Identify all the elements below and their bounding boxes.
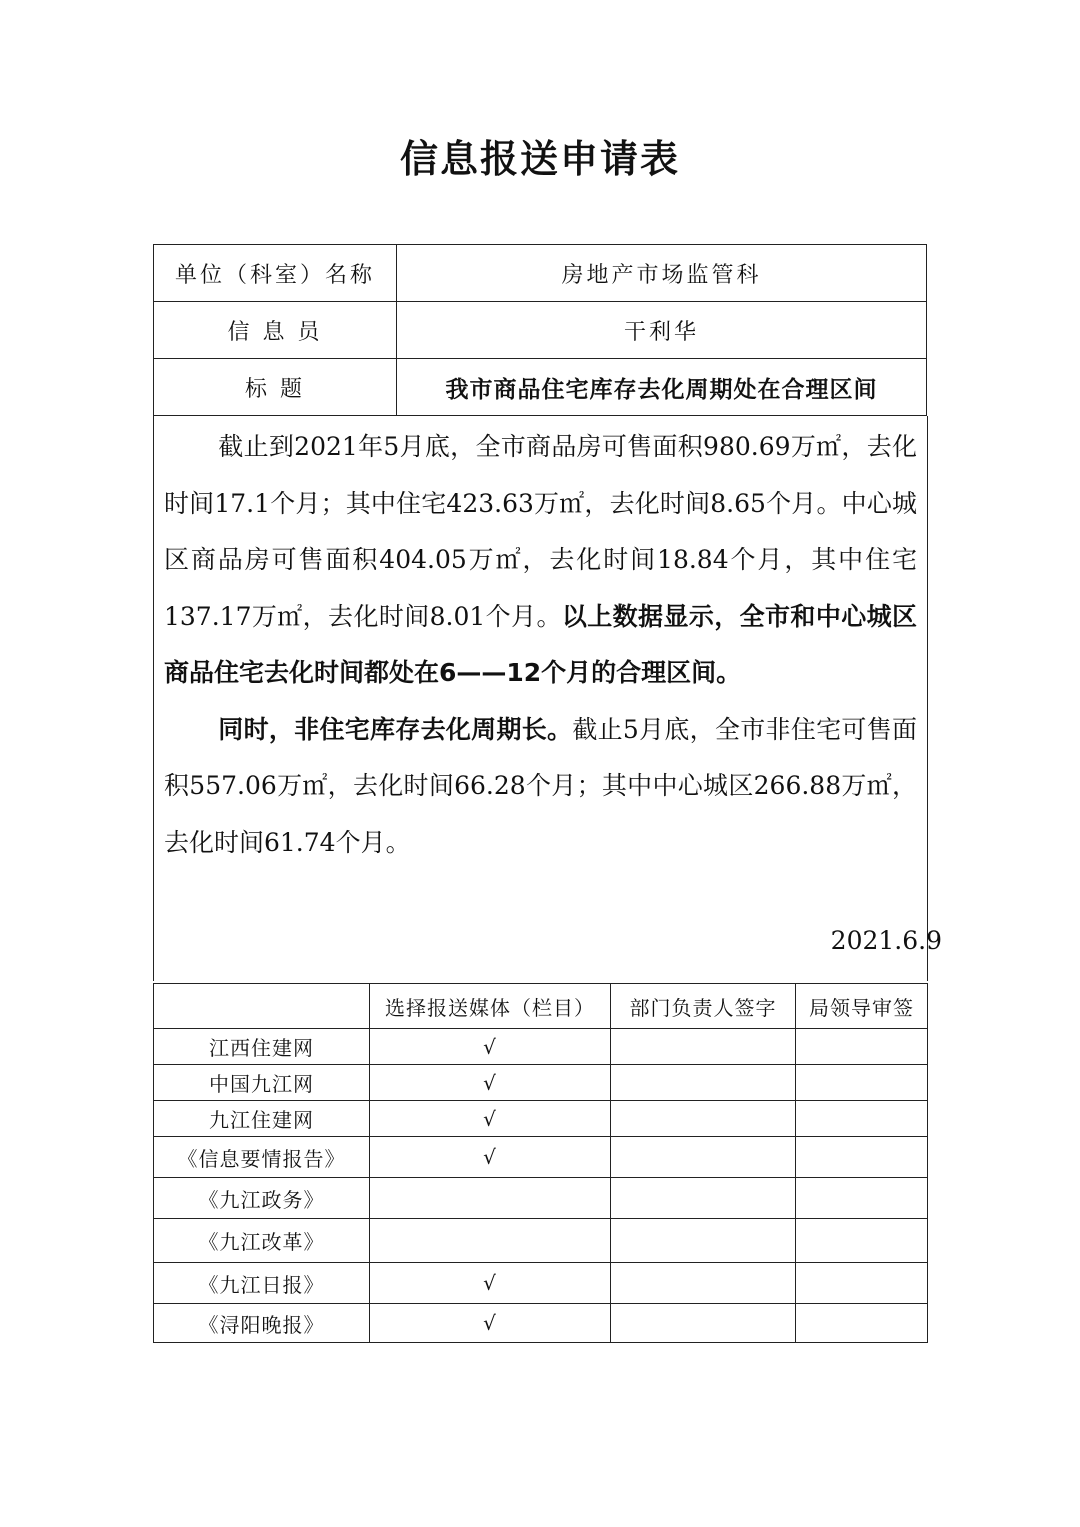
table-row — [154, 302, 927, 359]
table-row — [154, 1029, 928, 1065]
informant-value: 干利华 — [397, 302, 927, 359]
leader-sign-cell — [796, 1101, 928, 1137]
media-check: √ — [370, 1137, 611, 1178]
media-name: 九江住建网 — [154, 1101, 370, 1137]
leader-sign-cell — [796, 1304, 928, 1343]
media-check: √ — [370, 1304, 611, 1343]
media-check: √ — [370, 1065, 611, 1101]
table-row — [154, 359, 927, 416]
table-row — [154, 1178, 928, 1219]
dept-sign-cell — [611, 1065, 796, 1101]
dept-sign-cell — [611, 1178, 796, 1219]
leader-sign-cell — [796, 1137, 928, 1178]
table-row — [154, 1219, 928, 1263]
dept-sign-cell — [611, 1304, 796, 1343]
leader-sign-cell — [796, 1263, 928, 1304]
unit-label: 单位（科室）名称 — [154, 245, 397, 302]
media-check: √ — [370, 1263, 611, 1304]
table-row — [154, 1101, 928, 1137]
leader-sign-cell — [796, 1065, 928, 1101]
unit-value: 房地产市场监管科 — [397, 245, 927, 302]
header-dept-sign: 部门负责人签字 — [611, 984, 796, 1029]
subject-value: 我市商品住宅库存去化周期处在合理区间 — [397, 359, 927, 416]
media-check — [370, 1178, 611, 1219]
paragraph-2-text: 截止5月底，全市非住宅可售面积557.06万㎡，去化时间66.28个月；其中中心城区266.88万㎡，去化时间61.74个月。 — [164, 714, 917, 857]
informant-label: 信 息 员 — [154, 302, 397, 359]
leader-sign-cell — [796, 1178, 928, 1219]
table-row — [154, 1065, 928, 1101]
header-blank — [154, 984, 370, 1029]
media-name: 中国九江网 — [154, 1065, 370, 1101]
media-check: √ — [370, 1029, 611, 1065]
media-name: 《浔阳晚报》 — [154, 1304, 370, 1343]
table-row — [154, 1263, 928, 1304]
report-body — [153, 416, 928, 981]
leader-sign-cell — [796, 1219, 928, 1263]
dept-sign-cell — [611, 1263, 796, 1304]
table-row — [154, 1137, 928, 1178]
media-check — [370, 1219, 611, 1263]
table-row — [154, 245, 927, 302]
report-date: 2021.6.9 — [830, 926, 942, 955]
media-name: 江西住建网 — [154, 1029, 370, 1065]
media-table — [153, 983, 928, 1343]
dept-sign-cell — [611, 1029, 796, 1065]
media-name: 《信息要情报告》 — [154, 1137, 370, 1178]
dept-sign-cell — [611, 1137, 796, 1178]
paragraph-1 — [154, 416, 927, 702]
media-name: 《九江日报》 — [154, 1263, 370, 1304]
leader-sign-cell — [796, 1029, 928, 1065]
paragraph-1-text: 截止到2021年5月底，全市商品房可售面积980.69万㎡，去化时间17.1个月；其中住宅423.63万㎡，去化时间8.65个月。中心城区商品房可售面积404.05万㎡，去化时间18.84个月，其中住宅137.17万㎡，去化时间8.01个月。 — [164, 432, 917, 631]
paragraph-2 — [154, 702, 927, 872]
header-leader-sign: 局领导审签 — [796, 984, 928, 1029]
header-media: 选择报送媒体（栏目） — [370, 984, 611, 1029]
info-header-table — [153, 244, 927, 416]
dept-sign-cell — [611, 1219, 796, 1263]
subject-label: 标 题 — [154, 359, 397, 416]
table-row — [154, 1304, 928, 1343]
media-check: √ — [370, 1101, 611, 1137]
page-title: 信息报送申请表 — [399, 137, 680, 181]
dept-sign-cell — [611, 1101, 796, 1137]
media-name: 《九江改革》 — [154, 1219, 370, 1263]
paragraph-1-conclusion: 以上数据显示，全市和中心城区商品住宅去化时间都处在6——12个月的合理区间。 — [164, 601, 917, 687]
media-name: 《九江政务》 — [154, 1178, 370, 1219]
paragraph-2-lead: 同时，非住宅库存去化周期长。 — [218, 714, 573, 744]
table-header-row — [154, 984, 928, 1029]
